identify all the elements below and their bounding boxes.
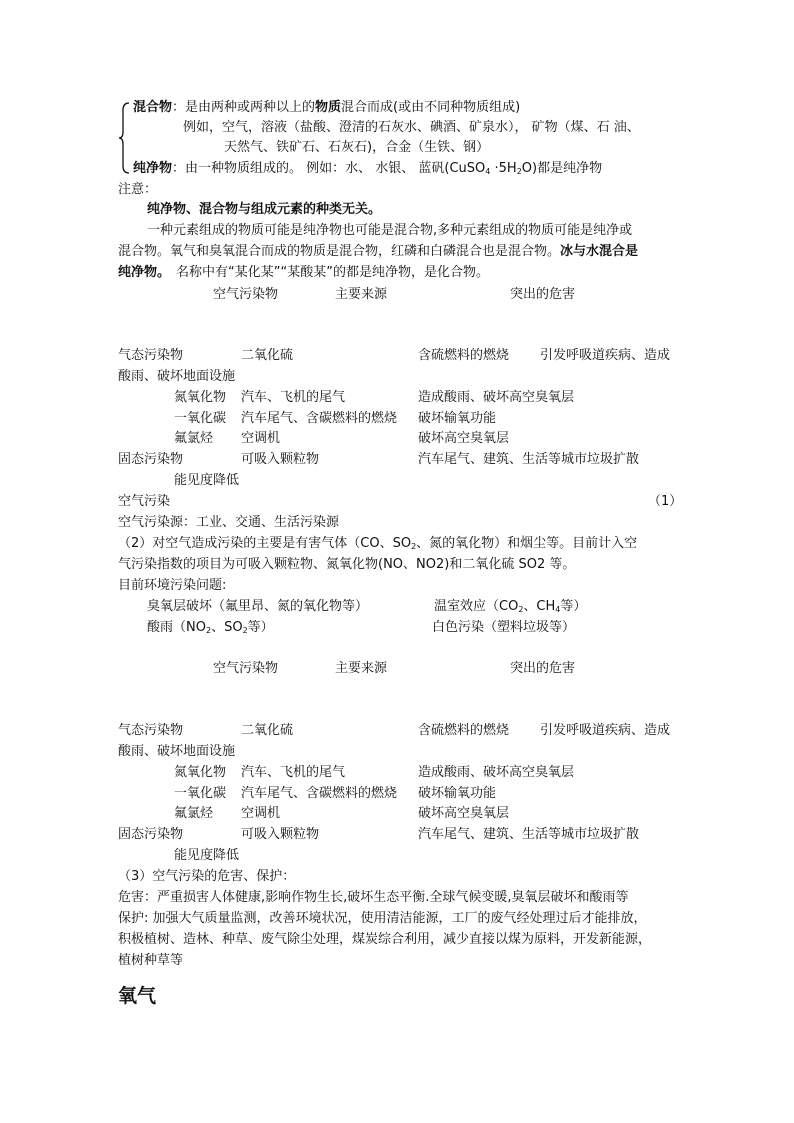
pure-sub-4: 4 [485,167,491,176]
table2-nox-source: 汽车、飞机的尾气 [241,765,346,780]
point-2-sub: 2 [411,542,417,551]
issue-white-pollution: 白色污染（塑料垃圾等） [432,620,576,635]
acid-a: 酸雨（NO [147,620,206,635]
mixture-def-bold: 物质 [315,100,342,115]
table2-nox: 氮氧化物 [174,765,227,780]
acid-sub-2b: 2 [242,626,248,635]
table2-pm-harm: 能见度降低 [174,848,240,863]
table1-pm-source: 汽车尾气、建筑、生活等城市垃圾扩散 [418,452,640,467]
table1-so2: 二氧化硫 [241,348,294,363]
notes-line-2-text: 混合物。氧气和臭氧混合而成的物质是混合物，红磷和白磷混合也是混合物。 [118,244,561,259]
mixture-example-1: 例如，空气，溶液（盐酸、澄清的石灰水、碘酒、矿泉水）， 矿物（煤、石 油、 [183,120,640,135]
notes-label: 注意： [118,182,158,197]
mixture-def-text: ：是由两种或两种以上的 [172,100,316,115]
table1-gas-label: 气态污染物 [118,348,184,363]
section-heading-oxygen: 氧气 [118,985,157,1007]
table2-co: 一氧化碳 [174,786,227,801]
table1-so2-source: 含硫燃料的燃烧 [418,348,510,363]
notes-line-3-bold: 纯净物。 [118,265,171,280]
notes-line-3 [118,265,489,281]
notes-line-3-text: 名称中有“某化某”“某酸某”的都是纯净物，是化合物。 [176,265,489,280]
table2-nox-harm: 造成酸雨、破坏高空臭氧层 [418,765,575,780]
table2-header-source: 主要来源 [335,661,388,676]
greenhouse-c: 等） [560,599,587,614]
pollution-point-2 [118,536,637,552]
table1-cfc-source: 空调机 [241,431,281,446]
pollution-heading: 空气污染 [118,494,171,509]
notes-line-2-bold: 冰与水混合是 [560,244,639,259]
pollution-number-1: （1） [648,494,683,509]
table2-so2-source: 含硫燃料的燃烧 [418,723,510,738]
table2-so2-harm-cont: 酸雨、破坏地面设施 [118,744,236,759]
table1-co-source: 汽车尾气、含碳燃料的燃烧 [241,411,398,426]
table2-header-harm: 突出的危害 [510,661,576,676]
harm-text: 危害：严重损害人体健康,影响作物生长,破坏生态平衡.全球气候变暖,臭氧层破坏和酸雨等 [118,890,629,905]
pure-def-c: O)都是纯净物 [521,161,603,176]
mixture-label: 混合物 [133,100,173,115]
pure-definition [133,161,602,177]
table2-header-pollutant: 空气污染物 [213,661,279,676]
pollution-point-2c: 气污染指数的项目为可吸入颗粒物、氮氧化物(NO、NO2)和二氧化硫 SO2 等。 [118,557,576,572]
table1-nox-harm: 造成酸雨、破坏高空臭氧层 [418,390,575,405]
pure-label: 纯净物 [133,161,173,176]
table1-pm-harm: 能见度降低 [174,473,240,488]
pure-sub-2: 2 [516,167,522,176]
table1-cfc-harm: 破坏高空臭氧层 [418,431,510,446]
table1-nox-source: 汽车、飞机的尾气 [241,390,346,405]
point-2a: （2）对空气造成污染的主要是有害气体（CO、SO [118,536,412,551]
table2-co-harm: 破坏输氧功能 [418,786,497,801]
pollution-issues-label: 目前环境污染问题: [118,578,227,593]
table1-header-harm: 突出的危害 [510,287,576,302]
table2-gas-label: 气态污染物 [118,723,184,738]
notes-bold-line: 纯净物、混合物与组成元素的种类无关。 [147,202,382,217]
table1-so2-harm: 引发呼吸道疾病、造成 [540,348,671,363]
table1-cfc: 氟氯烃 [174,431,214,446]
issue-greenhouse [434,599,586,615]
pure-def-b: ·5H [490,161,517,176]
table2-cfc: 氟氯烃 [174,806,214,821]
protect-line-3: 植树种草等 [118,953,184,968]
table2-so2-harm: 引发呼吸道疾病、造成 [540,723,671,738]
table2-so2: 二氧化硫 [241,723,294,738]
table2-pm: 可吸入颗粒物 [241,827,320,842]
acid-sub-2a: 2 [205,626,212,635]
notes-line-1: 一种元素组成的物质可能是纯净物也可能是混合物,多种元素组成的物质可能是纯净或 [147,223,633,238]
acid-c: 等） [247,620,274,635]
issue-ozone: 臭氧层破坏（氟里昂、氮的氧化物等） [147,599,369,614]
point-2b: 、氮的氧化物）和烟尘等。目前计入空 [416,536,638,551]
harm-protect-title: （3）空气污染的危害、保护： [118,869,296,884]
greenhouse-sub-2: 2 [518,605,524,614]
table2-solid-label: 固态污染物 [118,827,184,842]
table2-cfc-harm: 破坏高空臭氧层 [418,806,510,821]
table1-header-source: 主要来源 [335,287,388,302]
table1-nox: 氮氧化物 [174,390,227,405]
protect-line-1: 保护: 加强大气质量监测，改善环境状况，使用清洁能源，工厂的废气经处理过后才能排放， [118,911,647,926]
table2-pm-source: 汽车尾气、建筑、生活等城市垃圾扩散 [418,827,640,842]
notes-line-2 [118,244,638,260]
mixture-def-end: 混合而成(或由不同种物质组成) [341,100,521,115]
pollution-sources: 空气污染源：工业、交通、生活污染源 [118,515,340,530]
table2-cfc-source: 空调机 [241,806,281,821]
mixture-example-2: 天然气、铁矿石、石灰石)，合金（生铁、钢） [224,140,490,155]
table1-solid-label: 固态污染物 [118,452,184,467]
protect-line-2: 积极植树、造林、种草、废气除尘处理，煤炭综合利用，减少直接以煤为原料，开发新能源， [118,932,652,947]
greenhouse-sub-4: 4 [555,605,561,614]
mixture-definition [133,100,520,116]
greenhouse-a: 温室效应（CO [434,599,519,614]
table1-pm: 可吸入颗粒物 [241,452,320,467]
table2-co-source: 汽车尾气、含碳燃料的燃烧 [241,786,398,801]
table1-so2-harm-cont: 酸雨、破坏地面设施 [118,369,236,384]
table1-header-pollutant: 空气污染物 [213,287,279,302]
acid-b: 、SO [211,620,243,635]
table1-co-harm: 破坏输氧功能 [418,411,497,426]
brace-icon [118,102,130,174]
table1-co: 一氧化碳 [174,411,227,426]
issue-acid-rain [147,620,274,636]
pure-def-a: ：由一种物质组成的。 例如：水、 水银、 蓝矾(CuSO [172,161,486,176]
greenhouse-b: 、CH [523,599,556,614]
